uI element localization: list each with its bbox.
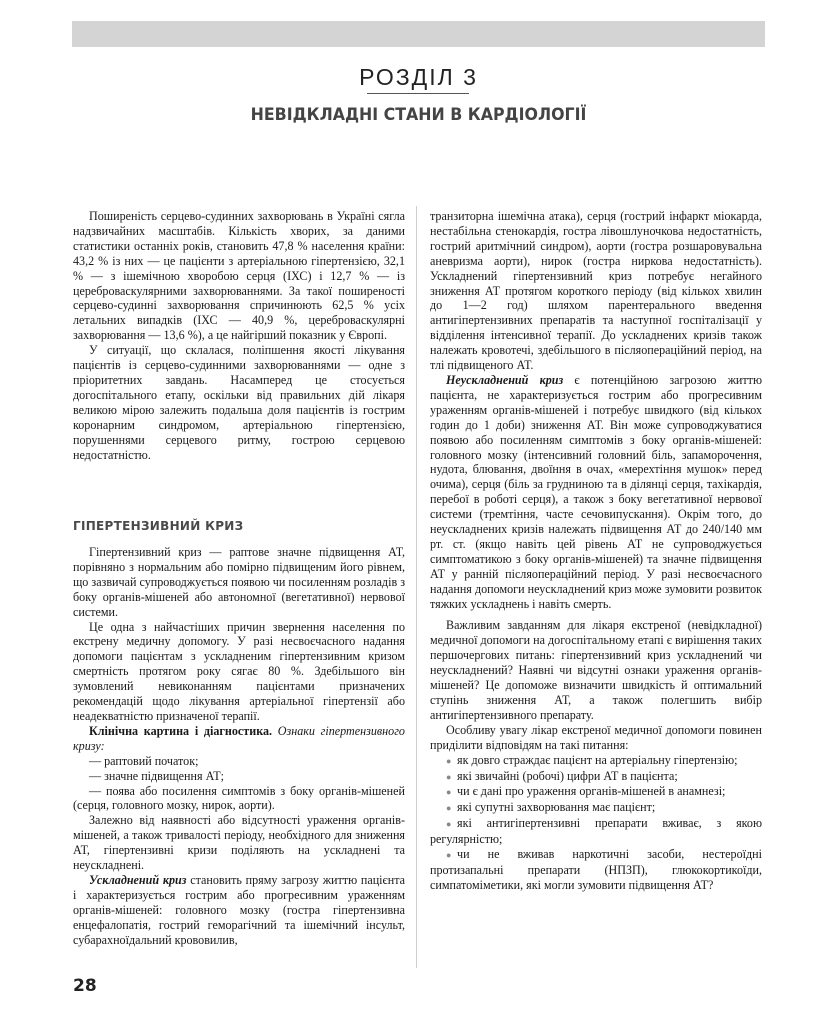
continuation-paragraph: транзиторна ішемічна атака), серця (гострий інфаркт міокарда, нестабільна стенокардія, гостра лівошлуночкова недостатність, гострий аритмічний синдром), аорти (гостра розшаровувальна аневризма аорти), нирок (гостра ниркова недостатність). Ускладнений гіпертензивний криз потребує негайного зниження АТ протягом короткого періоду (від кількох хвилин до 1—2 год) шляхом парентерального введення антигіпертензивних препаратів та наступної госпіталізації у відділення інтенсивної терапії. До ускладнених кризів також належать кровотечі, здебільшого в післяопераційний період, на тлі підвищеного АТ.	[430, 209, 762, 373]
clinical-signs: Ознаки гіпертензивного кризу:	[73, 723, 405, 753]
crisis-paragraph-1: Гіпертензивний криз — раптове значне підвищення АТ, порівняно з нормальним або помірно підвищеним його рівнем, що зазвичай супроводжується появою чи посиленням розладів з боку органів-мішеней або автономної (вегетативної) нервової системи.	[73, 545, 405, 619]
bullet-icon: ●	[446, 755, 452, 766]
uncomplicated-paragraph	[430, 373, 762, 612]
question-item: ● як довго страждає пацієнт на артеріальну гіпертензію;	[446, 752, 738, 767]
crisis-paragraph-2: Це одна з найчастіших причин звернення населення по екстрену медичну допомогу. У разі несвоєчасного надання допомоги пацієнтам з ускладненим гіпертензивним кризом смертність протягом року сягає 80 %. Здебільшого він зумовлений невиконанням пацієнтами призначених рекомендацій щодо лікування артеріальної гіпертензії або неадекватністю призначеної терапії.	[73, 619, 405, 723]
intro-paragraph-1: Поширеність серцево-судинних захворювань в Україні сягла надзвичайних масштабів. Кількість хворих, за даними статистики останніх років, становить 47,8 % населення країни: 43,2 % із них — це пацієнти з артеріальною гіпертензією, 32,1 % — з ішемічною хворобою серця (ІХС) і 12,7 % — із цереброваскулярними захворюваннями. За такої поширеності серцево-судинні захворювання спричинюють 62,5 % усіх летальних випадків (ІХС — 40,9 %, цереброваскулярні захворювання — 13,6 %), а це найгірший показник у Європі.	[73, 209, 405, 343]
bullet-icon: ●	[446, 819, 452, 830]
bullet-icon: ●	[446, 803, 452, 814]
question-item: ● які антигіпертензивні препарати вживає, з якою регулярністю;	[430, 816, 762, 847]
left-column	[73, 209, 405, 462]
bullet-icon: ●	[446, 771, 452, 782]
sign-item: — значне підвищення АТ;	[89, 768, 224, 783]
bullet-icon: ●	[446, 850, 452, 861]
right-column	[430, 209, 762, 893]
attention-paragraph: Особливу увагу лікар екстреної медичної допомоги повинен приділити відповідям на такі питання:	[430, 722, 762, 752]
bullet-icon: ●	[446, 787, 452, 798]
section-heading: ГІПЕРТЕНЗИВНИЙ КРИЗ	[73, 519, 244, 533]
question-item: ● чи є дані про ураження органів-мішеней в анамнезі;	[446, 784, 726, 799]
intro-paragraph-2: У ситуації, що склалася, поліпшення якості лікування пацієнтів із серцево-судинними захворюваннями — одне з пріоритетних завдань. Насамперед це стосується догоспітального етапу, оскільки від правильних дій лікаря великою мірою залежить подальша доля пацієнтів із гострим коронарним синдромом, артеріальною гіпертензією, порушеннями серцевого ритму, гострою серцевою недостатністю.	[73, 343, 405, 462]
sign-item: — поява або посилення симптомів з боку органів-мішеней (серця, головного мозку, нирок, аорти).	[73, 783, 405, 813]
chapter-underline	[367, 93, 469, 94]
sign-item: — раптовий початок;	[89, 753, 199, 768]
header-band	[72, 21, 765, 47]
chapter-title: НЕВІДКЛАДНІ СТАНИ В КАРДІОЛОГІЇ	[250, 105, 587, 125]
clinical-paragraph	[73, 724, 405, 754]
complicated-paragraph	[73, 873, 405, 948]
page-number: 28	[73, 976, 97, 996]
clinical-label: Клінічна картина і діагностика.	[89, 723, 273, 738]
question-item: ● чи не вживав наркотичні засоби, нестероїдні протизапальні препарати (НПЗП), глюкокортикоїди, симпатоміметики, які могли зумовити підвищення АТ?	[430, 847, 762, 892]
task-paragraph: Важливим завданням для лікаря екстреної (невідкладної) медичної допомоги на догоспітальному етапі є вирішення таких першочергових питань: гіпертензивний криз ускладнений чи неускладнений? Наявні чи відсутні ознаки ураження органів-мішеней? Це допоможе визначити швидкість й оптимальний ступінь зниження АТ, а також полегшить вибір антигіпертензивного препарату.	[430, 618, 762, 722]
left-column-section	[73, 545, 405, 947]
question-item: ● які звичайні (робочі) цифри АТ в пацієнта;	[446, 768, 678, 783]
complicated-label: Ускладнений криз	[89, 872, 187, 887]
crisis-paragraph-3: Залежно від наявності або відсутності ураження органів-мішеней, а також тривалості періоду, необхідного для зниження АТ, гіпертензивні кризи поділяють на ускладнені та неускладнені.	[73, 813, 405, 873]
uncomplicated-text: є потенційною загрозою життю пацієнта, не характеризується гострим або прогресивним ураженням органів-мішеней і потребує швидкого (від кількох годин до 1 доби) зниження АТ. Він може супроводжуватися появою або посиленням симптомів з боку органів-мішеней: головного мозку (інтенсивний головний біль, запаморочення, нудота, блювання, двоїння в очах, «мерехтіння мушок» перед очима), серця (біль за грудниною та в ділянці серця, тахікардія, перебої в роботі серця), а також з боку вегетативної нервової системи (тремтіння, часте сечовипускання). Окрім того, до неускладнених кризів належать підвищення АТ до 240/140 мм рт. ст. (якщо навіть цей рівень АТ не супроводжується симптоматикою з боку органів-мішеней) та значне підвищення АТ у ранній післяопераційний період. У разі несвоєчасного надання допомоги неускладнений криз може зумовити розвиток тяжких ускладнень і навіть смерть.	[430, 372, 763, 611]
chapter-label: РОЗДІЛ 3	[359, 64, 478, 90]
complicated-text: становить пряму загрозу життю пацієнта і характеризується гострим або прогресивним ураженням органів-мішеней: головного мозку (гостра гіпертензивна енцефалопатія, гострий геморагічний та ішемічний інсульт, субарахноїдальний крововилив,	[73, 872, 406, 947]
question-item: ● які супутні захворювання має пацієнт;	[446, 800, 656, 815]
column-divider	[416, 206, 417, 968]
uncomplicated-label: Неускладнений криз	[446, 372, 564, 387]
